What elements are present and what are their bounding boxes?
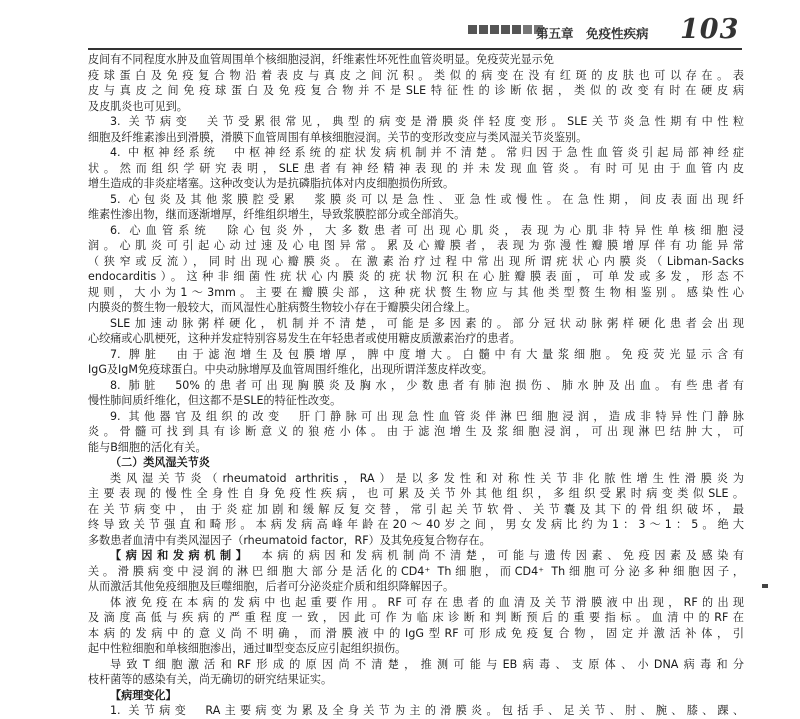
text-line: 疫球蛋白及免疫复合物沿着表皮与真皮之间沉积。类似的病变在没有红斑的皮肤也可以存在。表: [88, 68, 744, 82]
text-line: 多数患者血清中有类风湿因子（rheumatoid factor，RF）及其免疫复合物存在。: [88, 533, 491, 547]
page-edge-mark: [762, 584, 768, 588]
text-line: 3. 关节病变 关节受累很常见，典型的病变是滑膜炎伴轻度变形。SLE关节炎急性期有中性粒: [110, 115, 744, 128]
text-line: 从而激活其他免疫细胞及巨噬细胞，后者可分泌炎症介质和组织降解因子。: [88, 580, 455, 593]
text-line: 类风湿关节炎（rheumatoid arthritis，RA）是以多发性和对称性关节非化脓性增生性滑膜炎为: [110, 471, 744, 485]
text-line: 本病的发病中的意义尚不明确，而滑膜液中的IgG型RF可形成免疫复合物，固定并激活补体，引: [88, 626, 744, 640]
text-line: 导致T细胞激活和RF形成的原因尚不清楚，推测可能与EB病毒、支原体、小DNA病毒和分: [110, 657, 744, 671]
text-line: endocarditis）。这种非细菌性疣状心内膜炎的疣状物沉积在心脏瓣膜表面，可单发或多发，形态不: [88, 270, 744, 283]
subsection-heading: 【病理变化】: [110, 688, 177, 702]
text-line: 8. 肺脏 50%的患者可出现胸膜炎及胸水，少数患者有肺泡损伤、肺水肿及出血。有些患者有: [110, 378, 744, 392]
subsection-line: 【病因和发病机制】 本病的病因和发病机制尚不清楚，可能与遗传因素、免疫因素及感染有: [110, 549, 744, 562]
text-line: SLE加速动脉粥样硬化，机制并不清楚，可能是多因素的。部分冠状动脉粥样硬化患者会出现: [110, 316, 744, 330]
text-line: 及滴度高低与疾病的严重程度一致，因此可作为临床诊断和判断预后的重要指标。血清中的RF在: [88, 611, 744, 624]
text-line: 5. 心包炎及其他浆膜腔受累 浆膜炎可以是急性、亚急性或慢性。在急性期，间皮表面出现纤: [110, 192, 744, 206]
text-line: 主要表现的慢性全身性自身免疫性疾病，也可累及关节外其他组织，多组织受累时病变类似SLE。: [88, 487, 744, 500]
text-line: 能与B细胞的活化有关。: [88, 440, 207, 454]
text-line: 终导致关节强直和畸形。本病发病高峰年龄在20～40岁之间，男女发病比约为1：3～1：5。绝大: [88, 518, 744, 531]
text-line: 细胞及纤维素渗出到滑膜，滑膜下血管周围有单核细胞浸润。关节的变形改变应与类风湿关节炎鉴别。: [88, 130, 588, 144]
text-line: 关。滑膜病变中浸润的淋巴细胞大部分是活化的CD4⁺ Th细胞，而CD4⁺ Th细胞可分泌多种细胞因子，: [88, 564, 744, 578]
text-line: 皮间有不同程度水肿及血管周围单个核细胞浸润，纤维素性坏死性血管炎明显。免疫荧光显示免: [88, 53, 554, 66]
page-header: [0, 0, 800, 54]
text-line: 6. 心血管系统 除心包炎外，大多数患者可出现心肌炎，表现为心肌非特异性单核细胞浸: [110, 223, 744, 237]
text-line: 7. 脾脏 由于滤泡增生及包膜增厚，脾中度增大。白髓中有大量浆细胞。免疫荧光显示含有: [110, 347, 744, 361]
header-rule: [88, 48, 742, 50]
text-line: 炎。骨髓可找到具有诊断意义的狼疮小体。由于滤泡增生及浆细胞浸润，可出现淋巴结肿大，可: [88, 425, 744, 438]
text-line: 体液免疫在本病的发病中也起重要作用。RF可存在患者的血清及关节滑膜液中出现，RF的出现: [110, 595, 744, 609]
text-line: 内膜炎的赘生物一般较大，而风湿性心脏病赘生物较小存在于瓣膜尖闭合缘上。: [88, 301, 477, 314]
text-line: 润。心肌炎可引起心动过速及心电图异常。累及心瓣膜者，表现为弥漫性瓣膜增厚伴有功能异常: [88, 239, 744, 252]
text-line: 心绞痛或心肌梗死，这种并发症特别容易发生在年轻患者或使用糖皮质激素治疗的患者。: [88, 332, 521, 345]
text-line: IgG及IgM免疫球蛋白。中央动脉增厚及血管周围纤维化，出现所谓洋葱皮样改变。: [88, 363, 493, 376]
chapter-title: 第五章 免疫性疾病: [536, 26, 649, 41]
text-line: 4. 中枢神经系统 中枢神经系统的症状发病机制并不清楚。常归因于急性血管炎引起局部神经症: [110, 146, 744, 159]
section-heading: （二）类风湿关节炎: [110, 456, 210, 469]
text-line: 1. 关节病变 RA主要病变为累及全身关节为主的滑膜炎。包括手、足关节、肘、腕、膝、踝、: [110, 704, 744, 717]
text-line: （狭窄或反流），同时出现心瓣膜炎。在激素治疗过程中常出现所谓疣状心内膜炎（Libman-Sacks: [88, 254, 744, 268]
text-line: 在关节病变中，由于炎症加剧和缓解反复交替，常引起关节软骨、关节囊及其下的骨组织破坏，最: [88, 502, 744, 516]
text-line: 慢性肺间质纤维化，但这都不是SLE的特征性改变。: [88, 394, 342, 407]
text-line: 枝杆菌等的感染有关，尚无确切的研究结果证实。: [88, 673, 333, 686]
text-line: 9. 其他器官及组织的改变 肝门静脉可出现急性血管炎伴淋巴细胞浸润，造成非特异性门静脉: [110, 409, 744, 423]
text-line: 增生造成的非炎症堵塞。这种改变认为是抗磷脂抗体对内皮细胞损伤所致。: [88, 177, 455, 190]
page-number: 103: [680, 14, 740, 45]
text-line: 起中性粒细胞和单核细胞渗出，通过Ⅲ型变态反应引起组织损伤。: [88, 642, 407, 655]
body-text: [88, 52, 744, 719]
text-line: 状。然而组织学研究表明，SLE患者有神经精神表现的并未发现血管炎。有时可见由于血管内皮: [88, 161, 744, 175]
text-line: 维素性渗出物，继而逐渐增厚，纤维组织增生，导致浆膜腔部分或全部消失。: [88, 208, 466, 221]
text-line: 及皮肌炎也可见到。: [88, 99, 188, 113]
text-line: 规则，大小为1～3mm。主要在瓣膜尖部，这种疣状赘生物应与其他类型赘生物相鉴别。感染性心: [88, 285, 744, 299]
text-line: 皮与真皮之间免疫球蛋白及免疫复合物并不是SLE特征性的诊断依据，类似的改变有时在硬皮病: [88, 84, 744, 97]
header-decoration: [468, 25, 543, 34]
